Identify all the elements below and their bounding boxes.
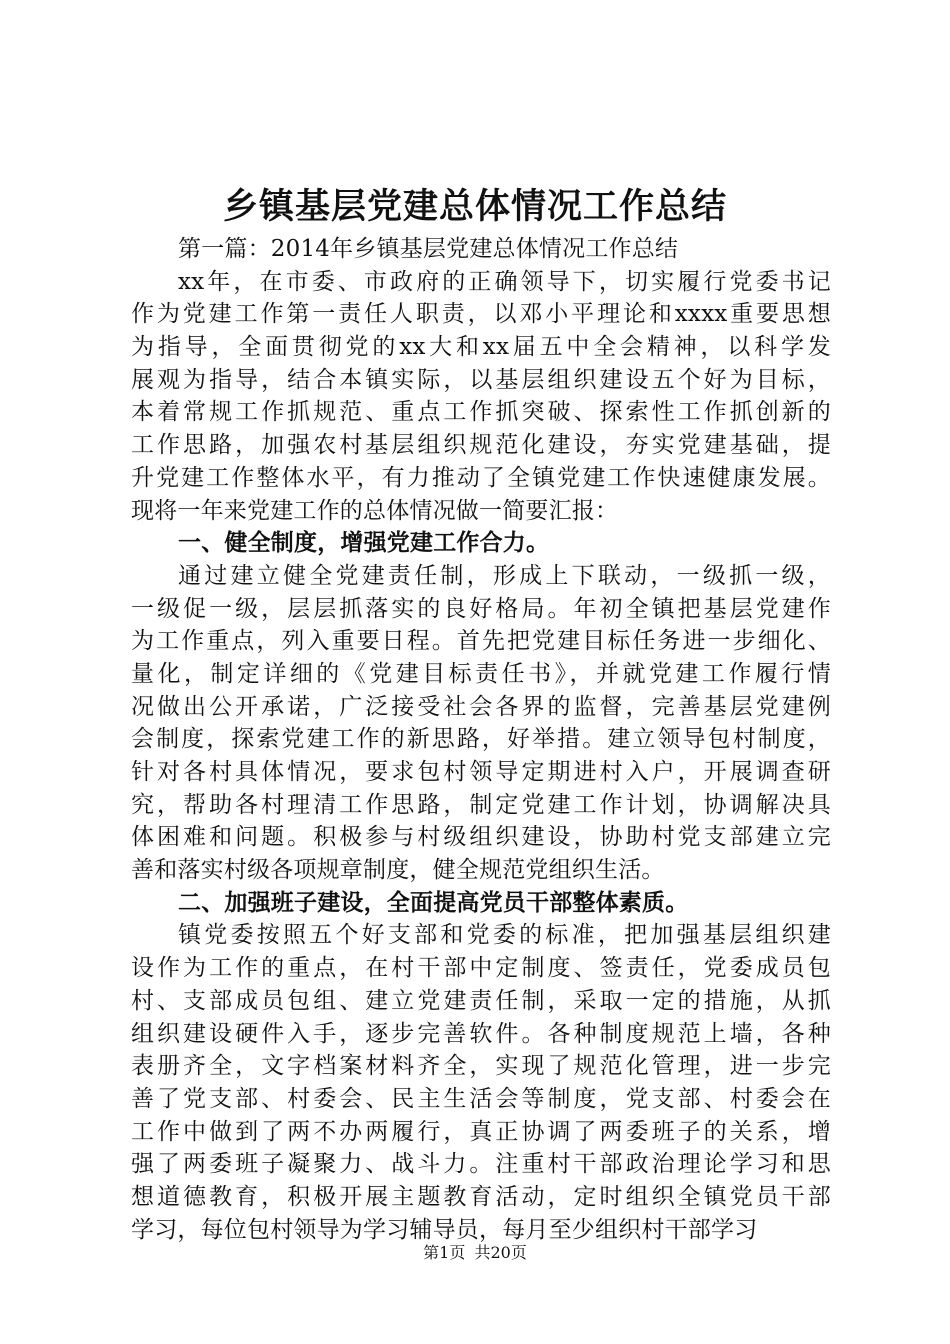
- paragraph-line: 工作思路，加强农村基层组织规范化建设，夯实党建基础，提: [131, 432, 831, 459]
- paragraph-line: 善和落实村级各项规章制度，健全规范党组织生活。: [131, 857, 665, 884]
- paragraph-line: 现将一年来党建工作的总体情况做一简要汇报：: [131, 497, 619, 524]
- paragraph-line: 善了党支部、村委会、民主生活会等制度，党支部、村委会在: [131, 1085, 831, 1112]
- paragraph-line: xx年，在市委、市政府的正确领导下，切实履行党委书记: [178, 268, 831, 295]
- paragraph-line: 组织建设硬件入手，逐步完善软件。各种制度规范上墙，各种: [131, 1020, 831, 1047]
- paragraph-line: 表册齐全，文字档案材料齐全，实现了规范化管理，进一步完: [131, 1053, 831, 1080]
- document-title: 乡镇基层党建总体情况工作总结: [222, 187, 727, 227]
- page-total: 共20页: [474, 1243, 527, 1262]
- paragraph-line: 镇党委按照五个好支部和党委的标准，把加强基层组织建: [178, 922, 831, 949]
- paragraph-line: 针对各村具体情况，要求包村领导定期进村入户，开展调查研: [131, 759, 831, 785]
- page-number: 第1页: [423, 1243, 466, 1262]
- paragraph-line: 究，帮助各村理清工作思路，制定党建工作计划，协调解决具: [131, 791, 831, 818]
- section-heading: 一、健全制度，增强党建工作合力。: [178, 530, 550, 557]
- paragraph-line: 量化，制定详细的《党建目标责任书》，并就党建工作履行情: [131, 660, 831, 687]
- paragraph-line: 升党建工作整体水平，有力推动了全镇党建工作快速健康发展。: [131, 464, 831, 491]
- paragraph-line: 会制度，探索党建工作的新思路，好举措。建立领导包村制度，: [131, 726, 831, 753]
- paragraph-line: 本着常规工作抓规范、重点工作抓突破、探索性工作抓创新的: [131, 399, 831, 426]
- page-footer: [0, 1242, 950, 1264]
- paragraph-line: 作为党建工作第一责任人职责，以邓小平理论和xxxx重要思想: [131, 301, 831, 328]
- paragraph-line: 强了两委班子凝聚力、战斗力。注重村干部政治理论学习和思: [131, 1151, 831, 1178]
- paragraph-line: 通过建立健全党建责任制，形成上下联动，一级抓一级，: [178, 562, 831, 589]
- paragraph-line: 想道德教育，积极开展主题教育活动，定时组织全镇党员干部: [131, 1183, 831, 1210]
- section-heading: 二、加强班子建设，全面提高党员干部整体素质。: [178, 889, 689, 916]
- paragraph-line: 为工作重点，列入重要日程。首先把党建目标任务进一步细化、: [131, 628, 831, 655]
- paragraph-line: 况做出公开承诺，广泛接受社会各界的监督，完善基层党建例: [131, 693, 831, 720]
- paragraph-line: 工作中做到了两不办两履行，真正协调了两委班子的关系，增: [131, 1118, 831, 1145]
- paragraph-line: 为指导，全面贯彻党的xx大和xx届五中全会精神，以科学发: [131, 334, 831, 361]
- document-body: [131, 233, 831, 1246]
- paragraph-line: 一级促一级，层层抓落实的良好格局。年初全镇把基层党建作: [131, 595, 831, 622]
- paragraph-line: 展观为指导，结合本镇实际，以基层组织建设五个好为目标，: [131, 366, 831, 393]
- paragraph-line: 村、支部成员包组、建立党建责任制，采取一定的措施，从抓: [131, 987, 831, 1014]
- paragraph-line: 设作为工作的重点，在村干部中定制度、签责任，党委成员包: [131, 955, 831, 982]
- section-subtitle: 第一篇：2014年乡镇基层党建总体情况工作总结: [178, 236, 679, 262]
- paragraph-line: 体困难和问题。积极参与村级组织建设，协助村党支部建立完: [131, 824, 831, 851]
- paragraph-line: 学习，每位包村领导为学习辅导员，每月至少组织村干部学习: [131, 1216, 758, 1243]
